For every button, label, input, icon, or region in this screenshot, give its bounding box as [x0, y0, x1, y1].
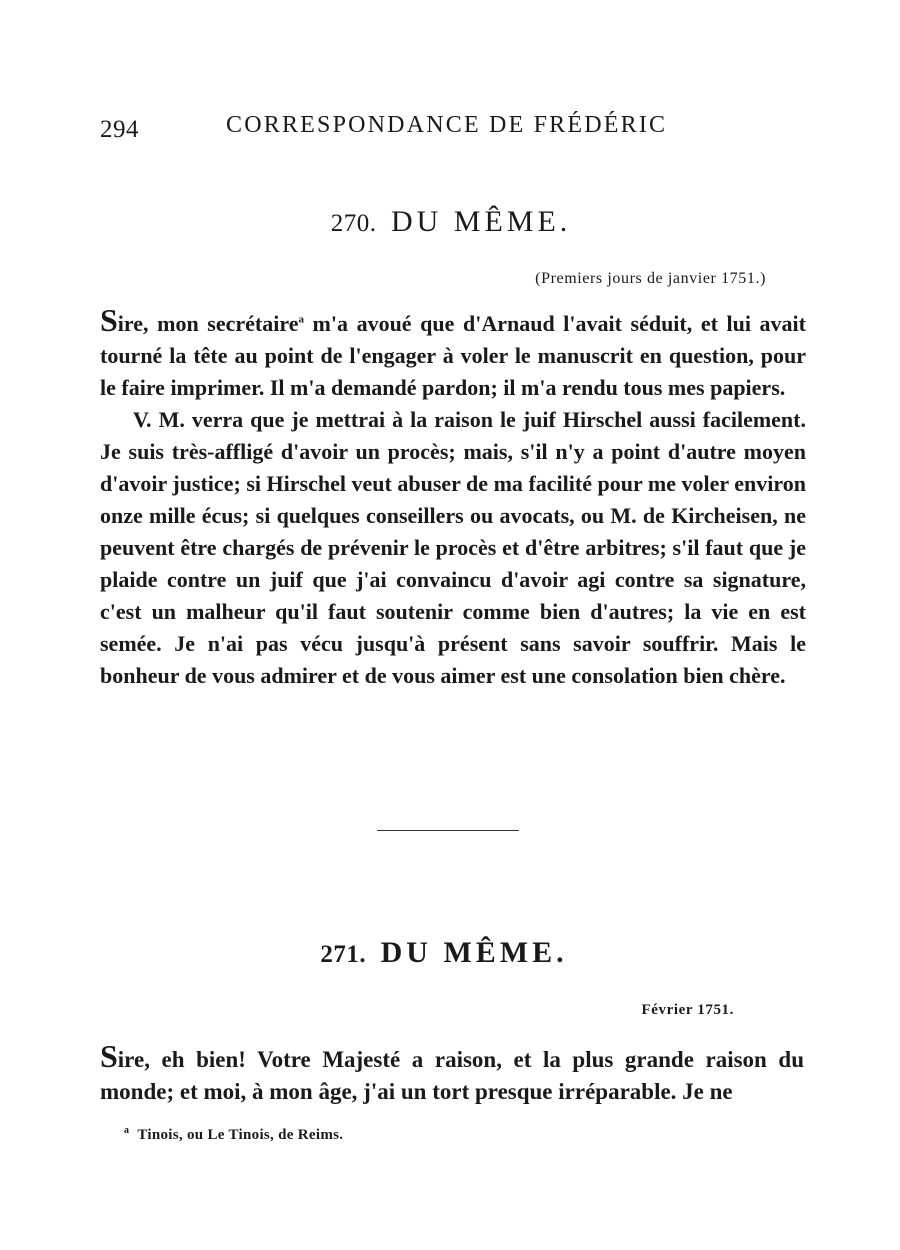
section-separator [377, 830, 519, 831]
letter-heading-271 [0, 936, 894, 970]
running-head [100, 112, 800, 148]
drop-capital: S [100, 1038, 118, 1074]
footnote [124, 1127, 343, 1144]
letter-title: DU MÊME. [390, 205, 572, 238]
letter-date-270: (Premiers jours de janvier 1751.) [535, 270, 766, 287]
footnote-text: Tinois, ou Le Tinois, de Reims. [137, 1127, 344, 1143]
paragraph [100, 1038, 804, 1108]
footnote-reference: a [298, 313, 304, 326]
letter-body-270 [100, 302, 806, 692]
running-title: CORRESPONDANCE DE FRÉDÉRIC [226, 112, 668, 138]
letter-date-271: Février 1751. [641, 1002, 734, 1018]
drop-capital: S [100, 302, 118, 338]
paragraph-text: ire, mon secrétaire [117, 311, 299, 336]
paragraph-text: ire, eh bien! Votre Majesté a raison, et la plus grande raison du monde; et moi, à mon âge, j'ai un tort presque irréparable. Je ne [100, 1047, 804, 1104]
paragraph: V. M. verra que je mettrai à la raison le juif Hirschel aussi facilement. Je suis très-affligé d'avoir un procès; mais, s'il n'y a point d'autre moyen d'avoir justice; si Hirschel veut abuser de ma facilité pour me voler environ onze mille écus; si quelques conseillers ou avocats, ou M. de Kircheisen, ne peuvent être chargés de prévenir le procès et d'être arbitres; s'il faut que je plaide contre un juif que j'ai convaincu d'avoir agi contre sa signature, c'est un malheur qu'il faut soutenir comme bien d'autres; la vie en est semée. Je n'ai pas vécu jusqu'à présent sans savoir souffrir. Mais le bonheur de vous admirer et de vous aimer est une consolation bien chère. [100, 407, 806, 688]
letter-heading-270 [1, 205, 900, 239]
letter-number: 270. [330, 210, 377, 237]
letter-number: 271. [320, 941, 367, 968]
footnote-marker: a [124, 1125, 130, 1136]
letter-body-271 [100, 1038, 804, 1108]
paragraph [100, 302, 806, 404]
page-number: 294 [100, 116, 139, 143]
letter-title: DU MÊME. [380, 936, 568, 969]
paragraph-text: m'a avoué que d'Arnaud l'avait séduit, et lui avait tourné la tête au point de l'engager à voler le manuscrit en question, pour le faire imprimer. Il m'a demandé pardon; il m'a rendu tous mes papiers. [100, 311, 806, 400]
